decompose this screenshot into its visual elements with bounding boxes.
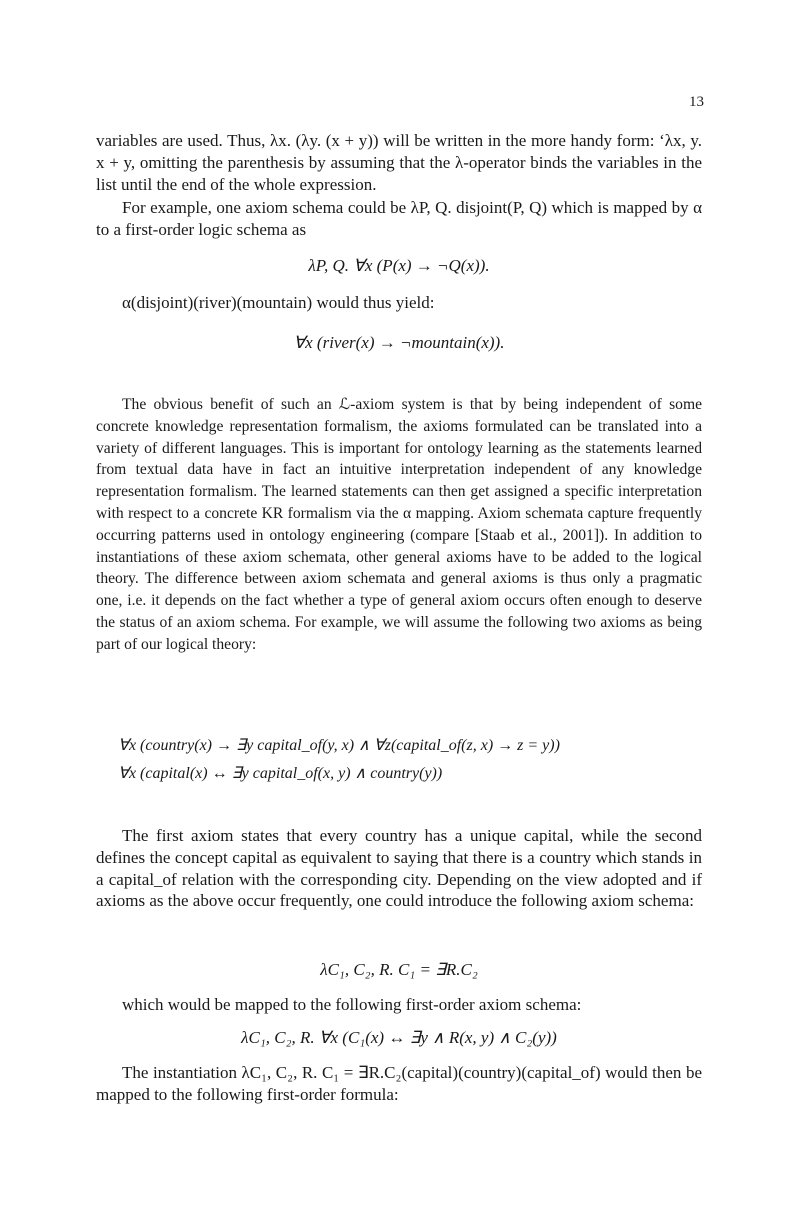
formula-text: ∀x (river(x) → ¬mountain(x)).: [293, 333, 505, 352]
paragraph-benefit: [96, 394, 702, 656]
axiom-block: [118, 732, 702, 788]
axiom-capital: ∀x (capital(x) ↔ ∃y capital_of(x, y) ∧ country(y)): [118, 765, 443, 782]
paragraph-text: The first axiom states that every country has a unique capital, while the second defines the concept capital as equivalent to saying that there is a country which stands in a capital_of relation with the corresponding city. Depending on the view adopted and if axioms as the above occur frequently, one could introduce the following axiom schema:: [96, 826, 702, 911]
axiom-country: ∀x (country(x) → ∃y capital_of(y, x) ∧ ∀z(capital_of(z, x) → z = y)): [118, 737, 560, 754]
paragraph-text: α(disjoint)(river)(mountain) would thus yield:: [122, 293, 435, 312]
page-number: 13: [689, 94, 704, 110]
paragraph-instantiation: [96, 1062, 702, 1106]
paragraph-text: The obvious benefit of such an ℒ-axiom system is that by being independent of some concrete knowledge representation formalism, the axioms formulated can be translated into a variety of different languages. This is important for ontology learning as the statements learned from textual data have in fact an intuitive interpretation independent of any knowledge representation formalism. The learned statements can then get assigned a specific interpretation with respect to a concrete KR formalism via the α mapping. Axiom schemata capture frequently occurring patterns used in ontology engineering (compare [Staab et al., 2001]). In addition to instantiations of these axiom schemata, other general axioms have to be added to the logical theory. The difference between axiom schemata and general axioms is thus only a pragmatic one, i.e. it depends on the fact whether a type of general axiom occurs often enough to deserve the status of an axiom schema. For example, we will assume the following two axioms as being part of our logical theory:: [96, 396, 702, 653]
formula-axiom-schema: [96, 960, 702, 980]
paragraph-text: For example, one axiom schema could be λP, Q. disjoint(P, Q) which is mapped by α to a first-order logic schema as: [96, 198, 702, 239]
paragraph-mapped: [96, 994, 702, 1016]
paragraph-alpha: [96, 292, 702, 314]
paragraph-text: variables are used. Thus, λx. (λy. (x + y)) will be written in the more handy form: ‘λx, y. x + y, omitting the parenthesis by assuming that the λ-operator binds the variables in the list until the end of the whole expression.: [96, 131, 702, 194]
paragraph-example: [96, 197, 702, 241]
formula-first-order-schema: [96, 1028, 702, 1048]
formula-text: λC₁, C₂, R. C₁ = ∃R.C₂: [320, 960, 478, 979]
formula-river-mountain: [96, 333, 702, 353]
formula-text: λP, Q. ∀x (P(x) → ¬Q(x)).: [308, 256, 490, 275]
paragraph-text: which would be mapped to the following first-order axiom schema:: [122, 995, 582, 1014]
formula-disjoint-schema: [96, 256, 702, 276]
paragraph-first-axiom: [96, 825, 702, 912]
paragraph-text: The instantiation λC₁, C₂, R. C₁ = ∃R.C₂(capital)(country)(capital_of) would then be mapped to the following first-order formula:: [96, 1063, 702, 1104]
formula-text: λC₁, C₂, R. ∀x (C₁(x) ↔ ∃y ∧ R(x, y) ∧ C₂(y)): [241, 1028, 557, 1047]
paragraph-variables: [96, 130, 702, 195]
